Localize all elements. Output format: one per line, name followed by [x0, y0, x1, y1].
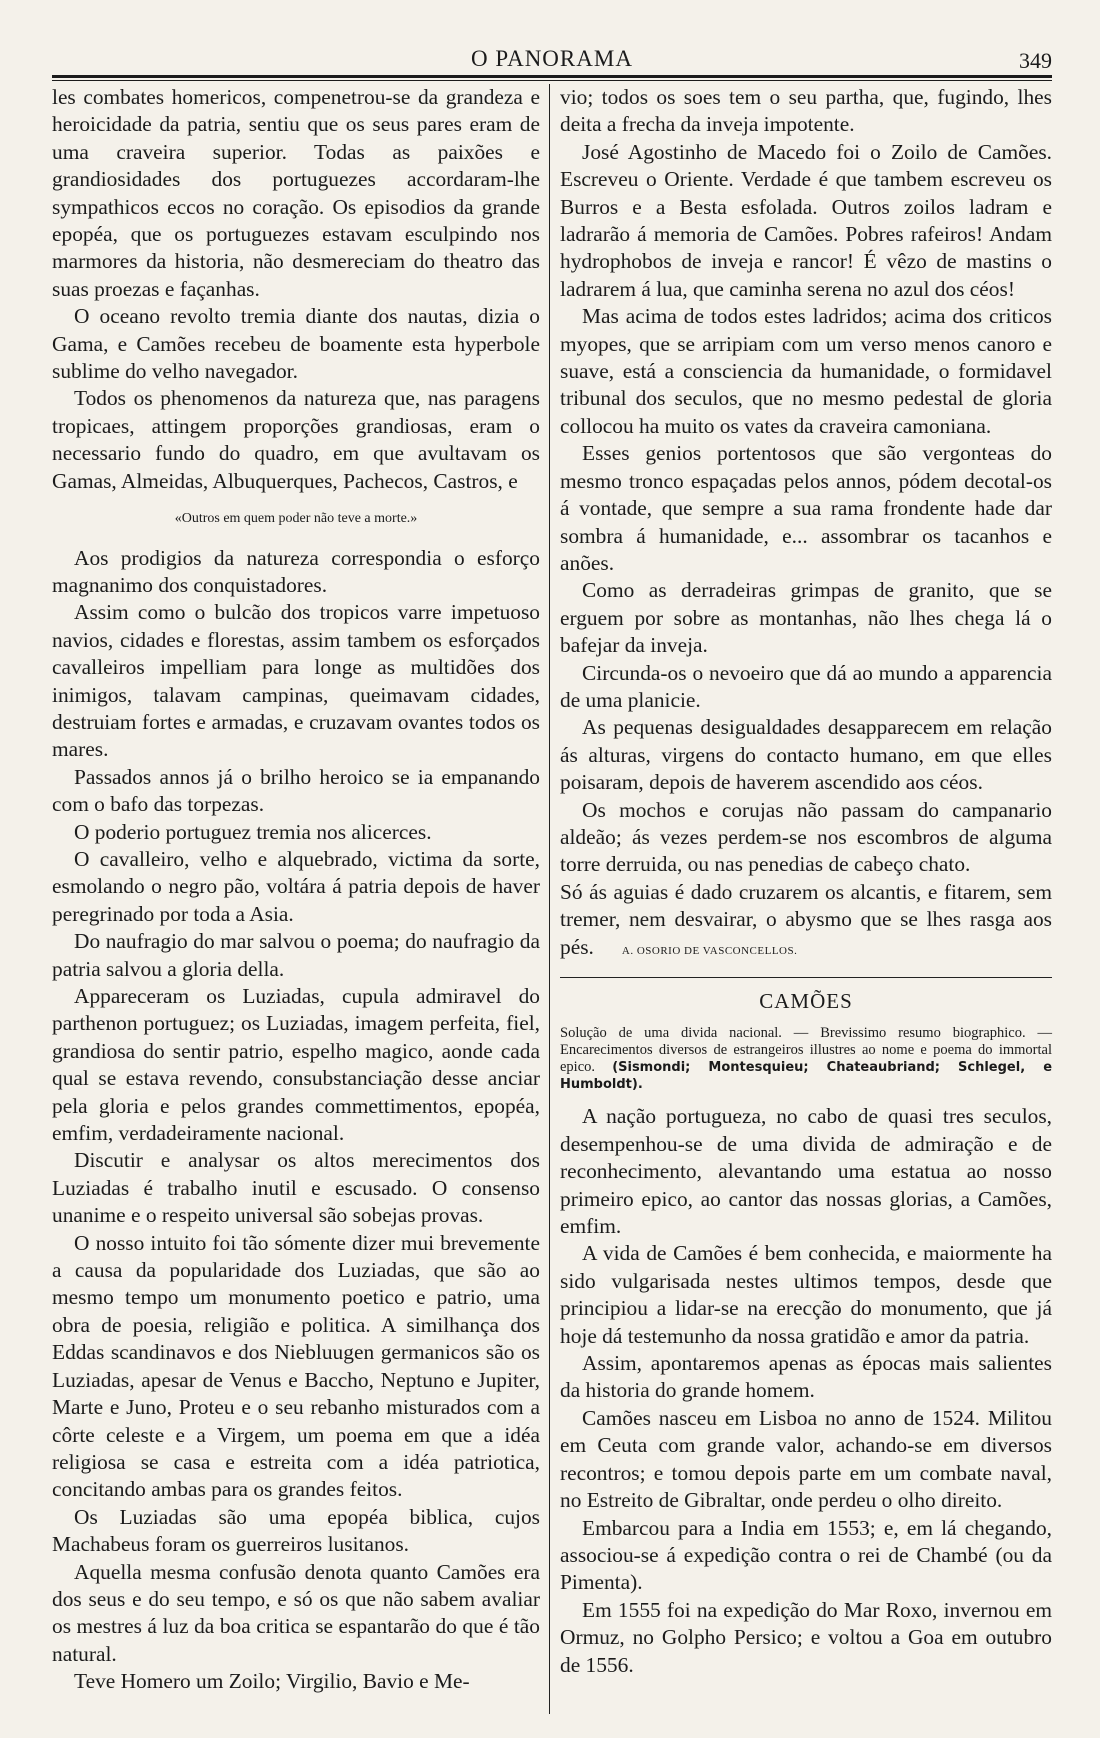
right-column [560, 84, 1052, 1679]
paragraph: Camões nasceu em Lisboa no anno de 1524. Militou em Ceuta com grande valor, achando-se em diversos recontros; e tomou depois parte em um combate naval, no Estreito de Gibraltar, onde perdeu o olho direito. [560, 1405, 1052, 1513]
paragraph: O oceano revolto tremia diante dos nautas, dizia o Gama, e Camões recebeu de boamente esta hyperbole sublime do velho navegador. [52, 304, 540, 384]
page-number: 349 [1019, 48, 1052, 73]
paragraph: Aos prodigios da natureza correspondia o esforço magnanimo dos conquistadores. [52, 545, 540, 597]
summary-text: Solução de uma divida nacional. — Brevissimo resumo biographico. — Encarecimentos diversos de estrangeiros illustres ao nome e poema do immortal epico. [560, 1025, 1052, 1076]
paragraph: O cavalleiro, velho e alquebrado, victima da sorte, esmolando o negro pão, voltára á patria depois de haver peregrinado por toda a Asia. [52, 846, 540, 926]
paragraph: Assim, apontaremos apenas as épocas mais salientes da historia do grande homem. [560, 1351, 1052, 1403]
paragraph: José Agostinho de Macedo foi o Zoilo de Camões. Escreveu o Oriente. Verdade é que tambem escreveu os Burros e a Besta esfolada. Outros zoilos ladram e ladrarão á memoria de Camões. Pobres rafeiros! Andam hydrophobos de inveja e rancor! É vêzo de mastins o ladrarem á lua, que caminha serena no azul dos céos! [560, 139, 1052, 301]
paragraph: O nosso intuito foi tão sómente dizer mui brevemente a causa da popularidade dos Luziadas, que são ao mesmo tempo um monumento poetico e patrio, uma obra de poesia, religião e politica. A similhança dos Eddas scandinavos e dos Niebluugen germanicos são os Luziadas, apesar de Venus e Baccho, Neptuno e Jupiter, Marte e Juno, Proteu e o seu rebanho misturados com a côrte celeste e a Virgem, um poema em que a idéa religiosa se casa e estreita com a idéa patriotica, concitando ambas para os grandes feitos. [52, 1230, 540, 1502]
paragraph: Circunda-os o nevoeiro que dá ao mundo a apparencia de uma planicie. [560, 660, 1052, 712]
paragraph: Todos os phenomenos da natureza que, nas paragens tropicaes, attingem proporções grandiosas, eram o necessario fundo do quadro, em que avultavam os Gamas, Almeidas, Albuquerques, Pachecos, Castros, e [52, 386, 540, 493]
paragraph: Em 1555 foi na expedição do Mar Roxo, invernou em Ormuz, no Golpho Persico; e voltou a Goa em outubro de 1556. [560, 1597, 1052, 1677]
closing-paragraph [560, 879, 1052, 965]
paragraph: A nação portugueza, no cabo de quasi tres seculos, desempenhou-se de uma divida de admiração e de reconhecimento, alevantando uma estatua ao nosso primeiro epico, ao cantor das nossas glorias, a Camões, emfim. [560, 1104, 1052, 1239]
summary-names: (Sismondi; Montesquieu; Chateaubriand; Schlegel, e Humboldt). [560, 1060, 1053, 1093]
paragraph: Aquella mesma confusão denota quanto Camões era dos seus e do seu tempo, e só os que não sabem avaliar os mestres á luz da boa critica se espantarão do que é tão natural. [52, 1559, 540, 1666]
page-header [52, 40, 1052, 74]
paragraph: Mas acima de todos estes ladridos; acima dos criticos myopes, que se arripiam com um verso menos canoro e suave, está a consciencia da humanidade, o formidavel tribunal dos seculos, que no mesmo pedestal de gloria collocou ha muito os vates da craveira camoniana. [560, 304, 1052, 438]
paragraph: les combates homericos, compenetrou-se da grandeza e heroicidade da patria, sentiu que os seus pares eram de uma craveira superior. Todas as paixões e grandiosidades dos portuguezes accordaram-lhe sympathicos eccos no coração. Os episodios da grande epopéa, que os portuguezes estavam esculpindo nos marmores da historia, não desmereciam do theatro das suas proezas e façanhas. [52, 85, 540, 301]
paragraph: Appareceram os Luziadas, cupula admiravel do parthenon portuguez; os Luziadas, imagem perfeita, fiel, grandiosa do sentir patrio, espelho magico, aonde cada qual se estava revendo, consubstanciação desse anciar pela gloria e pelos grandes commettimentos, epopéa, emfim, verdadeiramente nacional. [52, 984, 540, 1146]
paragraph: Os mochos e corujas não passam do campanario aldeão; ás vezes perdem-se nos escombros de alguma torre derruida, ou nas penedias de cabeço chato. [560, 797, 1052, 877]
paragraph: Passados annos já o brilho heroico se ia empanando com o bafo das torpezas. [52, 764, 540, 817]
paragraph: O poderio portuguez tremia nos alicerces. [74, 819, 432, 844]
left-column [52, 84, 540, 1696]
paragraph: Embarcou para a India em 1553; e, em lá chegando, associou-se á expedição contra o rei de Chambé (ou da Pimenta). [560, 1515, 1052, 1595]
publication-title: O PANORAMA [471, 46, 633, 71]
paragraph: Do naufragio do mar salvou o poema; do naufragio da patria salvou a gloria della. [52, 929, 540, 981]
paragraph-text: Só ás aguias é dado cruzarem os alcantis, e fitarem, sem tremer, nem desvairar, o abysmo que se lhes rasga aos pés. [560, 879, 1052, 959]
header-rule-thin [52, 80, 1052, 81]
paragraph: Os Luziadas são uma epopéa biblica, cujos Machabeus foram os guerreiros lusitanos. [52, 1504, 540, 1557]
paragraph: As pequenas desigualdades desapparecem em relação ás alturas, virgens do contacto humano, em que elles poisaram, depois de haverem ascendido aos céos. [560, 715, 1052, 795]
paragraph: A vida de Camões é bem conhecida, e maiormente ha sido vulgarisada nestes ultimos tempos, desde que principiou a lidar-se na erecção do monumento, que já hoje dá testemunho da nossa gratidão e amor da patria. [560, 1241, 1052, 1348]
paragraph: Discutir e analysar os altos merecimentos dos Luziadas é trabalho inutil e escusado. O consenso unanime e o respeito universal são sobejas provas. [52, 1148, 540, 1228]
section-title: CAMÕES [759, 989, 853, 1013]
paragraph: Esses genios portentosos que são vergonteas do mesmo tronco espaçadas pelos annos, pódem decotal-os á vontade, que sempre a sua rama frondente hade dar sombra á humanidade, e... assombrar os tacanhos e anões. [560, 441, 1052, 575]
verse-quote: «Outros em quem poder não teve a morte.» [174, 511, 418, 527]
author-signature: A. OSORIO DE VASCONCELLOS. [621, 944, 798, 957]
paragraph: Assim como o bulcão dos tropicos varre impetuoso navios, cidades e florestas, assim tambem os esforçados cavalleiros impelliam para longe as multidões dos inimigos, talavam campinas, queimavam cidades, destruiam fortes e armadas, e cruzavam ovantes todos os mares. [52, 600, 540, 762]
section-divider [560, 977, 1052, 978]
paragraph: Como as derradeiras grimpas de granito, que se erguem por sobre as montanhas, não lhes chega lá o bafejar da inveja. [560, 578, 1052, 658]
header-rule-thick [52, 75, 1052, 78]
paragraph: Teve Homero um Zoilo; Virgilio, Bavio e Me- [74, 1669, 470, 1694]
section-summary [560, 1025, 1052, 1093]
paragraph: vio; todos os soes tem o seu partha, que, fugindo, lhes deita a frecha da inveja impotente. [560, 85, 1052, 137]
column-divider [549, 84, 550, 1714]
